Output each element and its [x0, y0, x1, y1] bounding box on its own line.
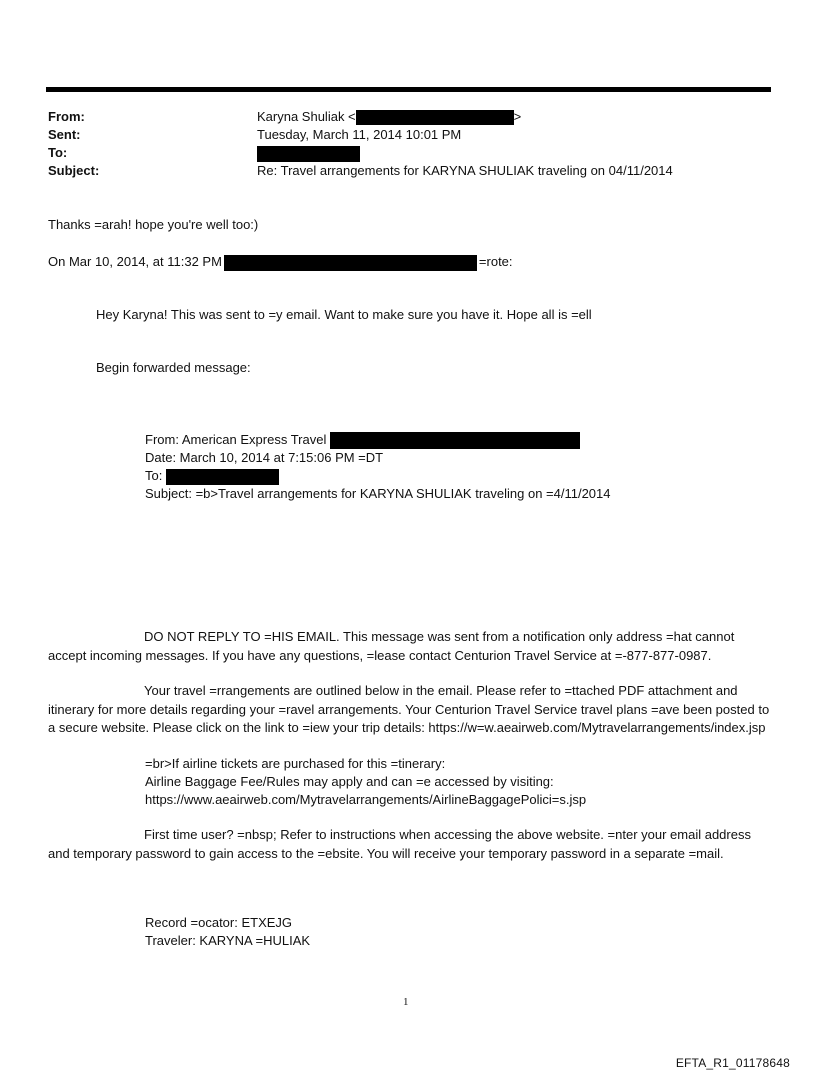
- paragraph-first-time-user-text: First time user? =nbsp; Refer to instructions when accessing the above website. =nter your email address and temporary password to gain access to the =ebsite. You will receive your temporary password in a separate =mail.: [48, 827, 751, 861]
- sent-value: Tuesday, March 11, 2014 10:01 PM: [257, 127, 462, 142]
- header-rule: [46, 87, 771, 92]
- sent-label: Sent:: [48, 127, 81, 142]
- redaction-fwd-from: [330, 432, 580, 449]
- from-name: Karyna Shuliak <: [257, 109, 356, 124]
- from-suffix: >: [513, 109, 522, 124]
- to-label: To:: [48, 145, 68, 160]
- fwd-from-text: From: American Express Travel: [145, 432, 327, 447]
- br-line: =br>If airline tickets are purchased for this =tinerary:: [145, 756, 446, 771]
- subject-value: Re: Travel arrangements for KARYNA SHULIAK traveling on 04/11/2014: [257, 163, 673, 178]
- reply-line: Thanks =arah! hope you're well too:): [48, 217, 259, 232]
- baggage-url: https://www.aeairweb.com/Mytravelarrangements/AirlineBaggagePolici=s.jsp: [145, 792, 587, 807]
- record-locator: Record =ocator: ETXEJG: [145, 915, 293, 930]
- from-value: [257, 108, 521, 126]
- fwd-from-line: [145, 431, 580, 449]
- baggage-line: Airline Baggage Fee/Rules may apply and can =e accessed by visiting:: [145, 774, 554, 789]
- quote-intro: [48, 253, 513, 271]
- from-label: From:: [48, 109, 85, 124]
- paragraph-do-not-reply-text: DO NOT REPLY TO =HIS EMAIL. This message was sent from a notification only address =hat cannot accept incoming messages. If you have any questions, =lease contact Centurion Travel Service at =-877-877-0987.: [48, 629, 735, 663]
- page-number: 1: [403, 996, 409, 1008]
- begin-forwarded: Begin forwarded message:: [96, 360, 251, 375]
- quote-intro-suffix: =rote:: [478, 254, 513, 269]
- redaction-to: [257, 146, 360, 162]
- paragraph-travel-arrangements-text: Your travel =rrangements are outlined below in the email. Please refer to =ttached PDF attachment and itinerary for more details regarding your =ravel arrangements. Your Centurion Travel Service travel plans =ave been posted to a secure website. Please click on the link to =iew your trip details: https://w=w.aeairweb.com/Mytravelarrangements/index.jsp: [48, 683, 770, 735]
- fwd-subject-line: Subject: =b>Travel arrangements for KARYNA SHULIAK traveling on =4/11/2014: [145, 486, 611, 501]
- paragraph-do-not-reply: [48, 628, 770, 665]
- quote-intro-prefix: On Mar 10, 2014, at 11:32 PM: [48, 254, 222, 269]
- fwd-date-line: Date: March 10, 2014 at 7:15:06 PM =DT: [145, 450, 384, 465]
- redaction-fwd-to: [166, 469, 279, 485]
- subject-label: Subject:: [48, 163, 100, 178]
- bates-number: EFTA_R1_01178648: [675, 1056, 790, 1070]
- paragraph-first-time-user: [48, 826, 770, 863]
- quoted-message: Hey Karyna! This was sent to =y email. Want to make sure you have it. Hope all is =ell: [96, 307, 592, 322]
- traveler: Traveler: KARYNA =HULIAK: [145, 933, 311, 948]
- to-value: [257, 144, 360, 162]
- fwd-to-text: To:: [145, 468, 163, 483]
- fwd-to-line: [145, 467, 279, 485]
- redaction-quote-sender: [224, 255, 477, 271]
- paragraph-travel-arrangements: [48, 682, 770, 738]
- redaction-from-email: [356, 110, 514, 125]
